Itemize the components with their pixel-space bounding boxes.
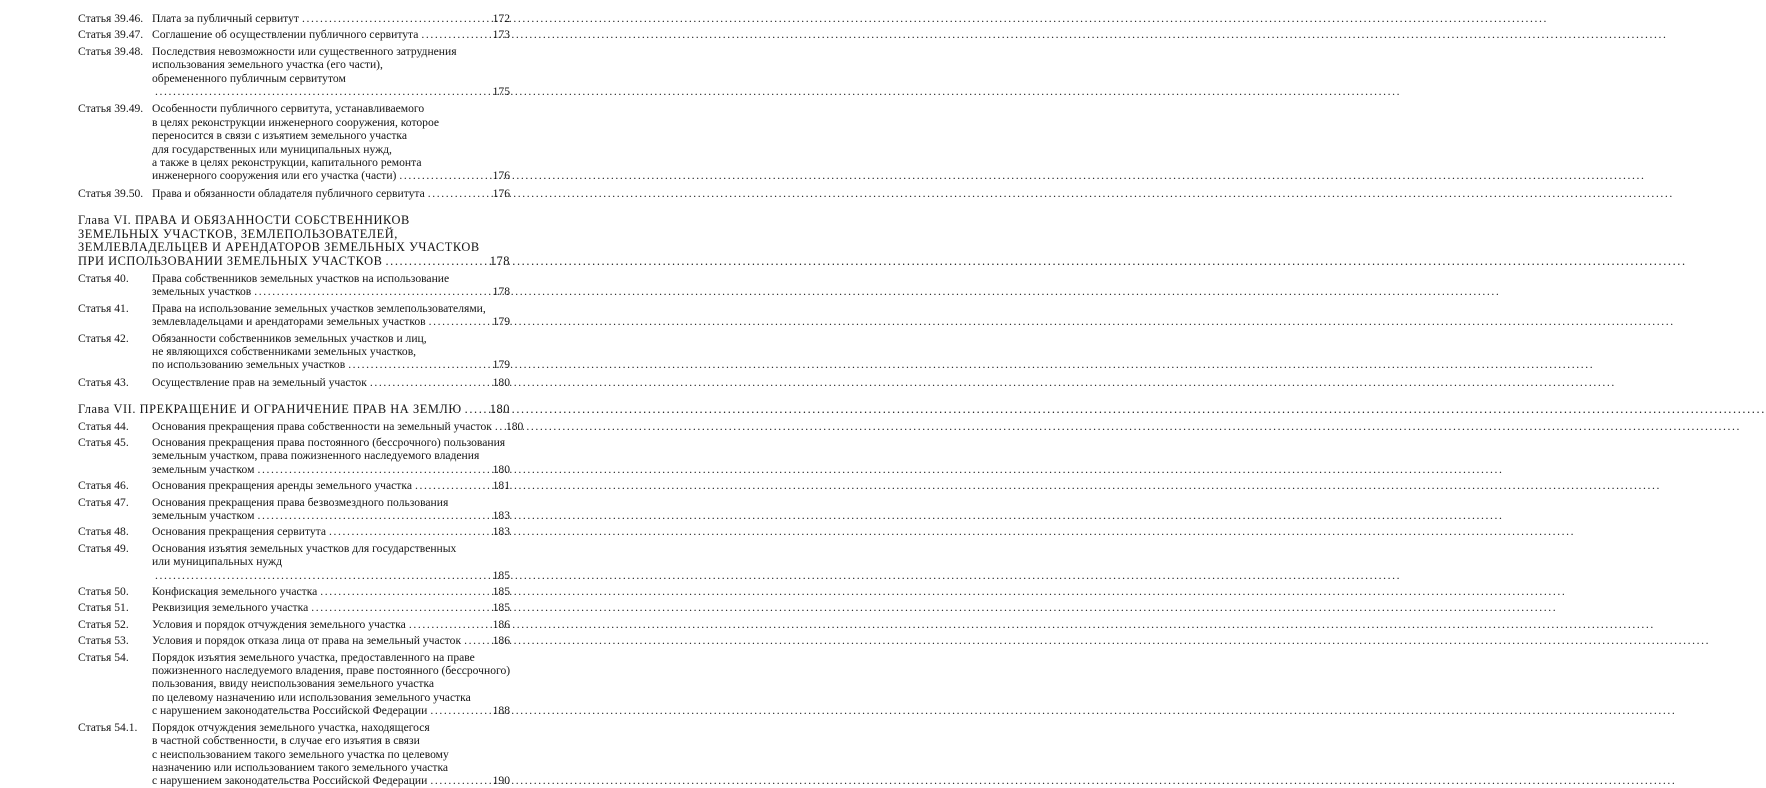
article-label: Статья 42. [78,331,129,345]
toc-entry-39-46[interactable] [78,12,510,25]
toc-entry-54-1[interactable] [78,721,510,788]
article-title-line: Права собственников земельных участков на использование [152,271,450,285]
toc-entry-47[interactable] [78,496,510,523]
page-number: 185 [492,601,510,615]
page-number: 179 [492,315,510,329]
article-title-line: не являющихся собственниками земельных участков, [152,344,417,358]
article-title-line: с неиспользованием такого земельного участка по целевому [152,747,449,761]
article-label: Статья 48. [78,525,129,539]
dot-leader [302,12,488,25]
toc-entry-40[interactable] [78,272,510,299]
toc-chapter-7[interactable] [78,403,510,416]
dot-leader [409,618,488,631]
article-title-line: Особенности публичного сервитута, устанавливаемого [152,102,425,116]
dot-leader [155,85,488,98]
article-title-line: переносится в связи с изъятием земельного участка [152,129,408,143]
toc-entry-41[interactable] [78,302,510,329]
dot-leader [429,315,488,328]
article-title: Условия и порядок отказа лица от права на земельный участок [152,634,462,648]
article-title-line: инженерного сооружения или его участка (части) [152,169,397,183]
page-number: 186 [492,634,510,648]
chapter-title-line: ПРИ ИСПОЛЬЗОВАНИИ ЗЕМЕЛЬНЫХ УЧАСТКОВ [78,253,383,268]
article-label: Статья 39.47. [78,28,144,42]
article-title-line: Порядок отчуждения земельного участка, находящегося [152,720,430,734]
chapter-title-line: ЗЕМЕЛЬНЫХ УЧАСТКОВ, ЗЕМЛЕПОЛЬЗОВАТЕЛЕЙ, [78,226,398,241]
page-number: 180 [505,419,524,433]
chapter-title-line: Глава VII. ПРЕКРАЩЕНИЕ И ОГРАНИЧЕНИЕ ПРАВ НА ЗЕМЛЮ [78,402,462,417]
dot-leader [430,774,487,787]
article-title-line: землевладельцами и арендаторами земельных участков [152,315,426,329]
article-label: Статья 49. [78,541,129,555]
dot-leader [254,285,487,298]
table-of-contents [78,9,524,788]
dot-leader [430,704,487,717]
page-number: 188 [492,704,510,718]
dot-leader [348,358,487,371]
article-title-line: пользования, ввиду неиспользования земельного участка [152,677,435,691]
article-title-line: Обязанности собственников земельных участков и лиц, [152,331,427,345]
article-title: Основания прекращения сервитута [152,525,327,539]
toc-entry-51[interactable] [78,601,510,614]
dot-leader [399,169,487,182]
article-label: Статья 44. [78,419,129,433]
article-title: Конфискация земельного участка [152,585,318,599]
article-title-line: в целях реконструкции инженерного сооружения, которое [152,115,440,129]
dot-leader [385,255,484,268]
dot-leader [155,569,488,582]
page-number: 179 [492,358,510,372]
dot-leader [421,28,487,41]
chapter-title-line: ЗЕМЛЕВЛАДЕЛЬЦЕВ И АРЕНДАТОРОВ ЗЕМЕЛЬНЫХ УЧАСТКОВ [78,240,480,255]
dot-leader [465,403,485,416]
dot-leader [464,634,488,647]
article-title-line: Основания прекращения права постоянного (бессрочного) пользования [152,435,506,449]
toc-entry-39-48[interactable] [78,45,510,99]
page-number: 178 [492,285,510,299]
page-number: 186 [492,617,510,631]
article-title-line: пожизненного наследуемого владения, праве постоянного (бессрочного) [152,664,511,678]
page-number: 185 [492,568,510,582]
article-title-line: Основания изъятия земельных участков для государственных [152,541,457,555]
article-label: Статья 47. [78,495,129,509]
dot-leader [415,479,488,492]
article-label: Статья 39.48. [78,44,144,58]
article-label: Статья 54.1. [78,720,138,734]
article-label: Статья 45. [78,435,129,449]
page-number: 176 [492,169,510,183]
dot-leader [320,585,487,598]
article-title-line: по целевому назначению или использования земельного участка [152,690,471,704]
toc-entry-50[interactable] [78,585,510,598]
article-title-line: с нарушением законодательства Российской Федерации [152,774,428,788]
article-title-line: назначению или использованием такого земельного участка [152,760,449,774]
page-number: 173 [492,28,510,42]
article-title: Основания прекращения аренды земельного участка [152,479,412,493]
article-title-line: для государственных или муниципальных нужд, [152,142,392,156]
article-title-line: земельным участком [152,462,255,476]
chapter-title-line: Глава VI. ПРАВА И ОБЯЗАННОСТИ СОБСТВЕННИКОВ [78,213,410,228]
article-title-line: использования земельного участка (его части), [152,58,383,72]
article-title: Осуществление прав на земельный участок [152,375,367,389]
article-label: Статья 40. [78,271,129,285]
article-label: Статья 53. [78,634,129,648]
article-title: Плата за публичный сервитут [152,12,299,25]
dot-leader [257,509,487,522]
article-title-line: Последствия невозможности или существенного затруднения [152,44,457,58]
dot-leader [495,420,501,433]
page-number: 175 [492,85,510,99]
article-title-line: земельным участком, права пожизненного наследуемого владения [152,449,480,463]
article-title: Условия и порядок отчуждения земельного участка [152,617,406,631]
toc-entry-45[interactable] [78,436,510,476]
toc-entry-54[interactable] [78,651,510,718]
article-label: Статья 50. [78,585,129,599]
article-label: Статья 46. [78,479,129,493]
page-number: 185 [492,585,510,599]
article-title: Соглашение об осуществлении публичного сервитута [152,28,419,42]
page-number: 183 [492,525,510,539]
page-number: 180 [492,462,510,476]
article-title: Основания прекращения права собственности на земельный участок [152,419,492,433]
article-title-line: с нарушением законодательства Российской Федерации [152,704,428,718]
toc-entry-53[interactable] [78,634,510,647]
article-title-line: обремененного публичным сервитутом [152,71,346,85]
toc-entry-42[interactable] [78,332,510,372]
page-number: 180 [489,402,510,417]
article-label: Статья 39.46. [78,12,144,25]
page-number: 190 [492,774,510,788]
article-label: Статья 43. [78,375,129,389]
article-label: Статья 52. [78,617,129,631]
article-title-line: Права на использование земельных участков землепользователями, [152,301,486,315]
article-label: Статья 41. [78,301,129,315]
dot-leader [257,463,487,476]
article-title-line: а также в целях реконструкции, капитального ремонта [152,156,422,170]
article-title-line: по использованию земельных участков [152,358,346,372]
page-number: 180 [492,375,510,389]
page-number: 183 [492,509,510,522]
toc-entry-43[interactable] [78,376,510,389]
article-title-line: или муниципальных нужд [152,555,283,569]
toc-entry-46[interactable] [78,479,510,492]
dot-leader [311,601,487,614]
article-title-line: в частной собственности, в случае его изъятия в связи [152,734,420,748]
toc-entry-48[interactable] [78,525,510,538]
toc-chapter-6[interactable] [78,214,510,268]
article-label: Статья 39.50. [78,186,144,200]
page-number: 181 [492,479,510,493]
toc-entry-39-50[interactable] [78,187,510,200]
toc-entry-52[interactable] [78,618,510,631]
toc-entry-44[interactable] [78,419,524,433]
article-title: Реквизиция земельного участка [152,601,309,615]
page-number: 172 [492,12,510,25]
article-label: Статья 54. [78,650,129,664]
article-title: Права и обязанности обладателя публичного сервитута [152,186,425,200]
article-title-line: земельных участков [152,285,252,299]
toc-entry-39-47[interactable] [78,28,510,41]
page-number: 176 [492,186,510,200]
dot-leader [329,525,488,538]
toc-entry-49[interactable] [78,542,510,582]
article-label: Статья 39.49. [78,102,144,116]
article-title-line: Основания прекращения права безвозмездного пользования [152,495,449,509]
dot-leader [428,187,488,200]
page-number: 178 [489,253,510,268]
article-title-line: Порядок изъятия земельного участка, предоставленного на праве [152,650,475,664]
toc-page [0,0,600,788]
toc-entry-39-49[interactable] [78,102,510,182]
dot-leader [370,376,488,389]
article-label: Статья 51. [78,601,129,615]
article-title-line: земельным участком [152,509,255,522]
